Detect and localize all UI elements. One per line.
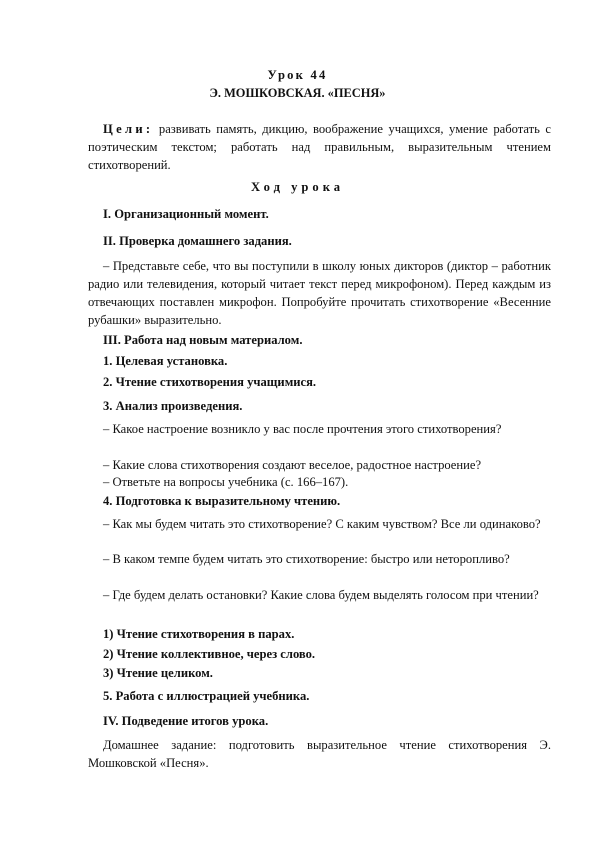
section-homework-check: II. Проверка домашнего задания. xyxy=(103,234,292,248)
subsection-analysis: 3. Анализ произведения. xyxy=(103,399,243,413)
lesson-topic: Э. МОШКОВСКАЯ. «ПЕСНЯ» xyxy=(209,86,386,100)
question-how-read: – Как мы будем читать это стихотворение? С каким чувством? Все ли одинаково? xyxy=(103,517,541,531)
homework-check-text: – Представьте себе, что вы поступили в школу юных дикторов (диктор – работник радио или телевидения, который читает текст перед микрофоном). Перед каждым из отвечающих поставлен микрофон. Попробуйте прочитать стихотворение «Весенние рубашки» выразительно. xyxy=(88,259,551,327)
section-new-material: III. Работа над новым материалом. xyxy=(103,333,303,347)
goals-text: развивать память, дикцию, воображение учащихся, умение работать с поэтическим текстом; работать над правильным, выразительным чтением стихотворений. xyxy=(88,122,551,172)
course-heading: Ход урока xyxy=(250,180,345,194)
subsection-goal-setting: 1. Целевая установка. xyxy=(103,354,228,368)
subsection-reading: 2. Чтение стихотворения учащимися. xyxy=(103,375,317,389)
subsection-illustration: 5. Работа с иллюстрацией учебника. xyxy=(103,689,310,703)
question-textbook: – Ответьте на вопросы учебника (с. 166–167). xyxy=(103,475,349,489)
section-summary: IV. Подведение итогов урока. xyxy=(103,714,269,728)
homework-text: Домашнее задание: подготовить выразительное чтение стихотворения Э. Мошковской «Песня». xyxy=(88,738,551,770)
question-words: – Какие слова стихотворения создают веселое, радостное настроение? xyxy=(103,458,482,472)
step-collective: 2) Чтение коллективное, через слово. xyxy=(103,647,316,661)
goals-label: Цели: xyxy=(103,122,154,136)
subsection-expressive-prep: 4. Подготовка к выразительному чтению. xyxy=(103,494,341,508)
question-pauses: – Где будем делать остановки? Какие слова будем выделять голосом при чтении? xyxy=(103,588,539,602)
question-mood: – Какое настроение возникло у вас после прочтения этого стихотворения? xyxy=(103,422,502,436)
lesson-number: Урок 44 xyxy=(267,68,328,82)
step-whole: 3) Чтение целиком. xyxy=(103,666,213,680)
section-organizational: I. Организационный момент. xyxy=(103,207,269,221)
lesson-goals xyxy=(88,120,551,174)
question-tempo: – В каком темпе будем читать это стихотворение: быстро или неторопливо? xyxy=(103,552,510,566)
step-pairs: 1) Чтение стихотворения в парах. xyxy=(103,627,295,641)
